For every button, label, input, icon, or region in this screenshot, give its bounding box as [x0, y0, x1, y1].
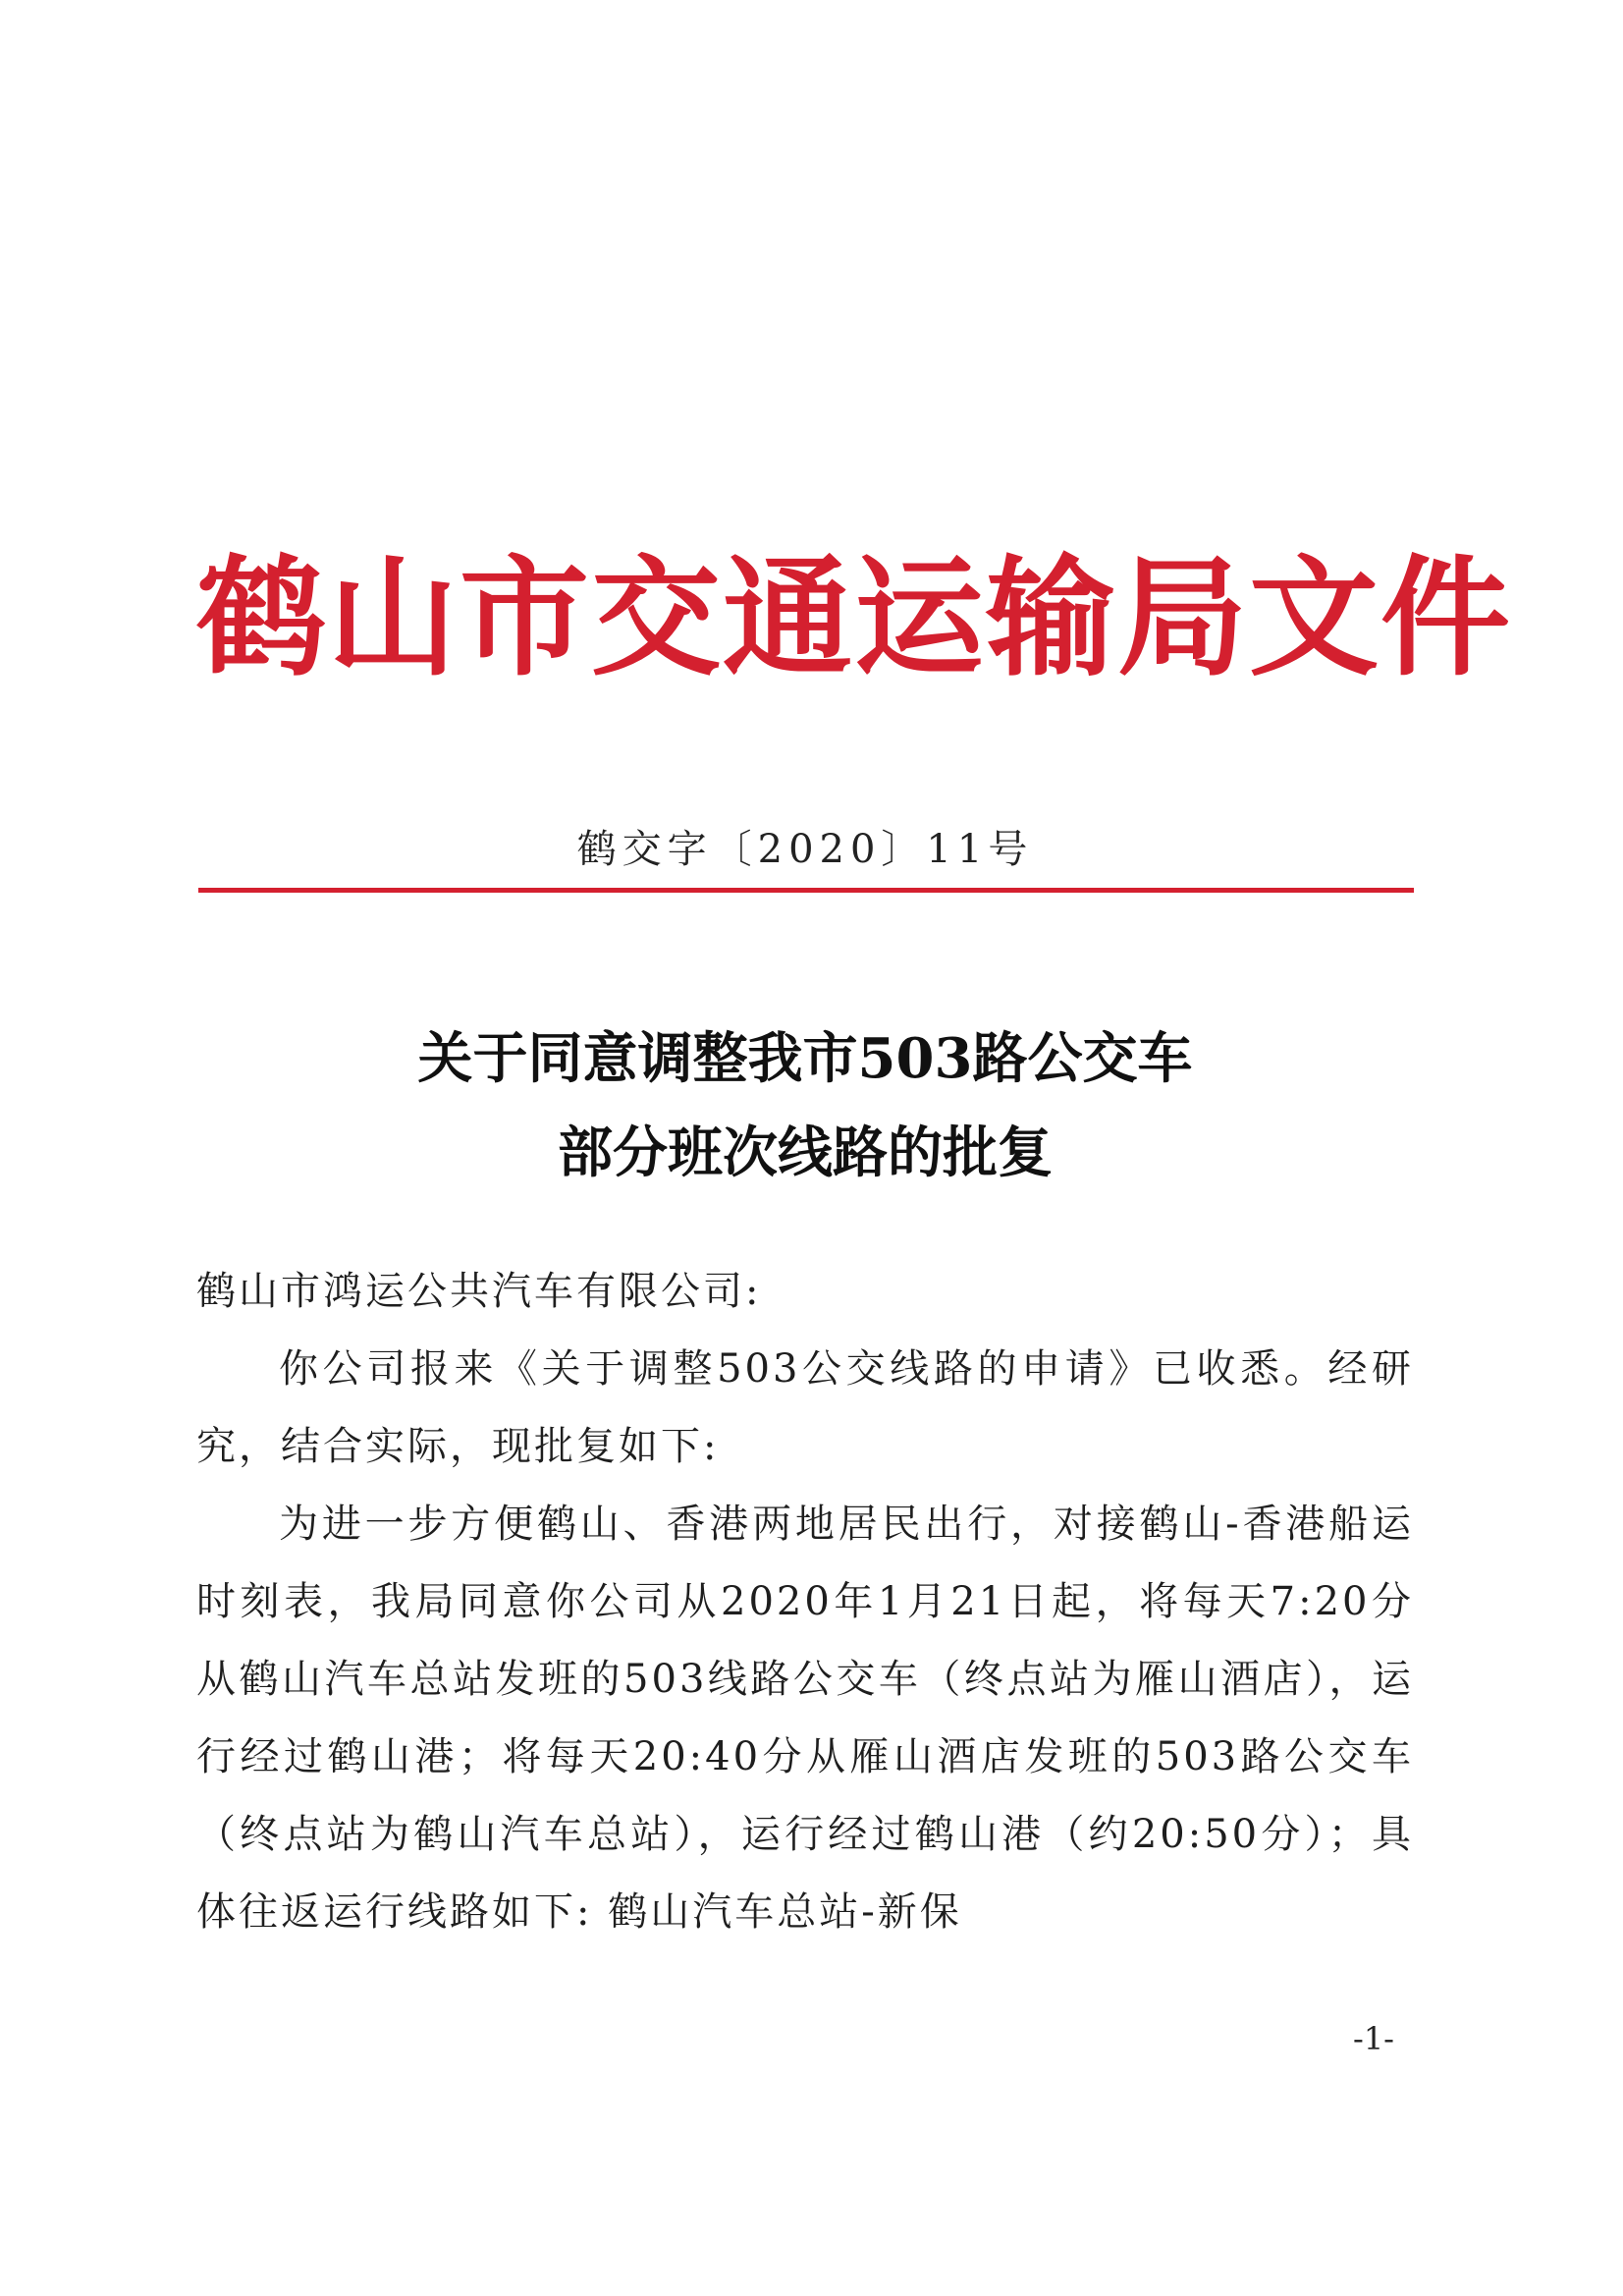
- body-paragraph-2: 为进一步方便鹤山、香港两地居民出行，对接鹤山-香港船运时刻表，我局同意你公司从2020年1月21日起，将每天7:20分从鹤山汽车总站发班的503线路公交车（终点站为雁山酒店），运行经过鹤山港；将每天20:40分从雁山酒店发班的503路公交车（终点站为鹤山汽车总站），运行经过鹤山港（约20:50分）；具体往返运行线路如下: 鹤山汽车总站-新保: [196, 1502, 1414, 1935]
- title-line-2: 部分班次线路的批复: [558, 1121, 1053, 1185]
- body-paragraph-1: 你公司报来《关于调整503公交线路的申请》已收悉。经研究，结合实际，现批复如下:: [196, 1346, 1414, 1469]
- document-title: [196, 1011, 1414, 1200]
- document-number: 鹤交字〔2020〕11号: [576, 827, 1034, 872]
- page-number: -1-: [1353, 2020, 1394, 2057]
- document-body: [196, 1253, 1414, 1951]
- masthead-title: 鹤山市交通运输局文件: [196, 542, 1512, 694]
- salutation: 鹤山市鸿运公共汽车有限公司:: [196, 1269, 762, 1314]
- title-line-1: 关于同意调整我市503路公交车: [417, 1026, 1193, 1091]
- red-divider-line: [198, 888, 1414, 893]
